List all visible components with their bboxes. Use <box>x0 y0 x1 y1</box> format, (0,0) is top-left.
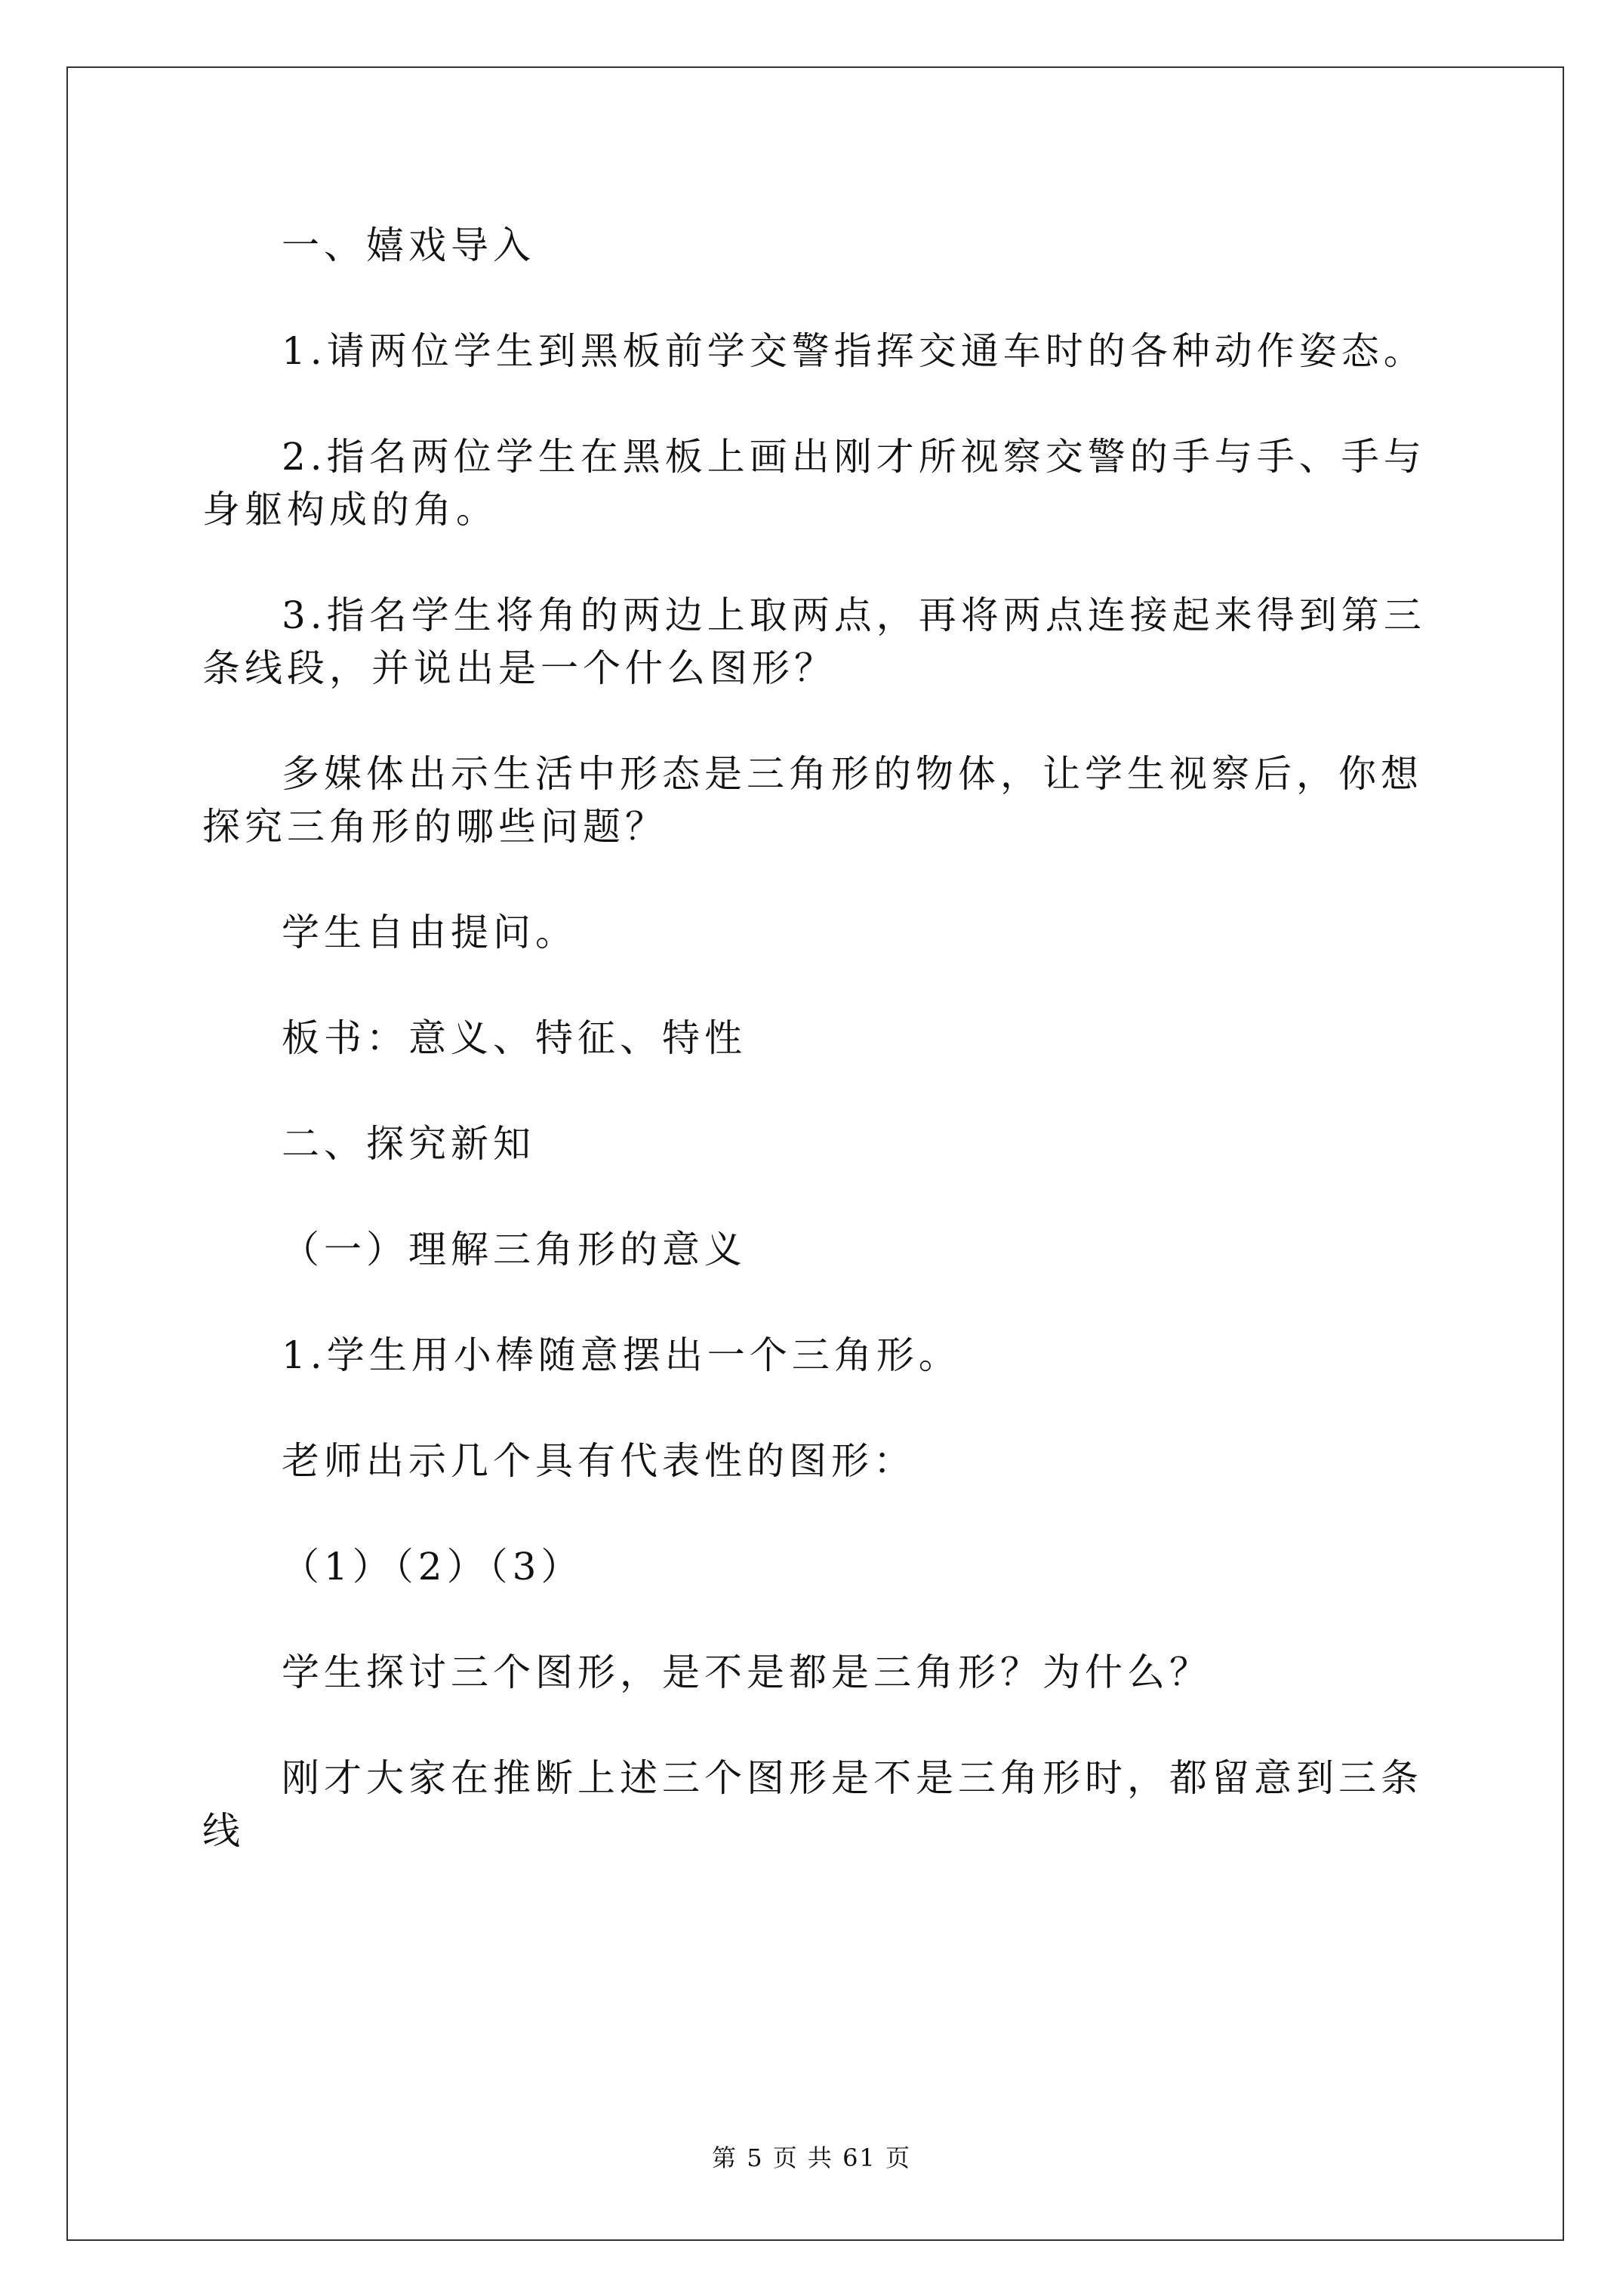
paragraph-discussion: 学生探讨三个图形，是不是都是三角形？为什么？ <box>282 1650 1212 1694</box>
heading-explore: 二、探究新知 <box>282 1122 535 1166</box>
paragraph-blackboard: 板书：意义、特征、特性 <box>282 1016 747 1060</box>
page-number-footer: 第 5 页 共 61 页 <box>712 2143 911 2172</box>
paragraph-sticks: 1.学生用小棒随意摆出一个三角形。 <box>282 1333 961 1377</box>
paragraph-step-3: 3.指名学生将角的两边上取两点，再将两点连接起来得到第三条线段，并说出是一个什么图形？ <box>202 593 1426 690</box>
paragraph-just-now: 刚才大家在推断上述三个图形是不是三角形时，都留意到三条线 <box>202 1756 1423 1853</box>
heading-game-intro: 一、嬉戏导入 <box>282 223 535 267</box>
paragraph-free-questions: 学生自由提问。 <box>282 911 577 954</box>
heading-understand-meaning: （一）理解三角形的意义 <box>282 1228 747 1271</box>
paragraph-step-2: 2.指名两位学生在黑板上画出刚才所视察交警的手与手、手与身躯构成的角。 <box>202 435 1426 532</box>
paragraph-teacher-shows: 老师出示几个具有代表性的图形： <box>282 1439 916 1483</box>
paragraph-figure-labels: （1）（2）（3） <box>282 1545 584 1589</box>
paragraph-multimedia: 多媒体出示生活中形态是三角形的物体，让学生视察后，你想探究三角形的哪些问题？ <box>202 752 1423 849</box>
document-body <box>202 219 1433 1910</box>
paragraph-step-1: 1.请两位学生到黑板前学交警指挥交通车时的各种动作姿态。 <box>282 329 1426 373</box>
